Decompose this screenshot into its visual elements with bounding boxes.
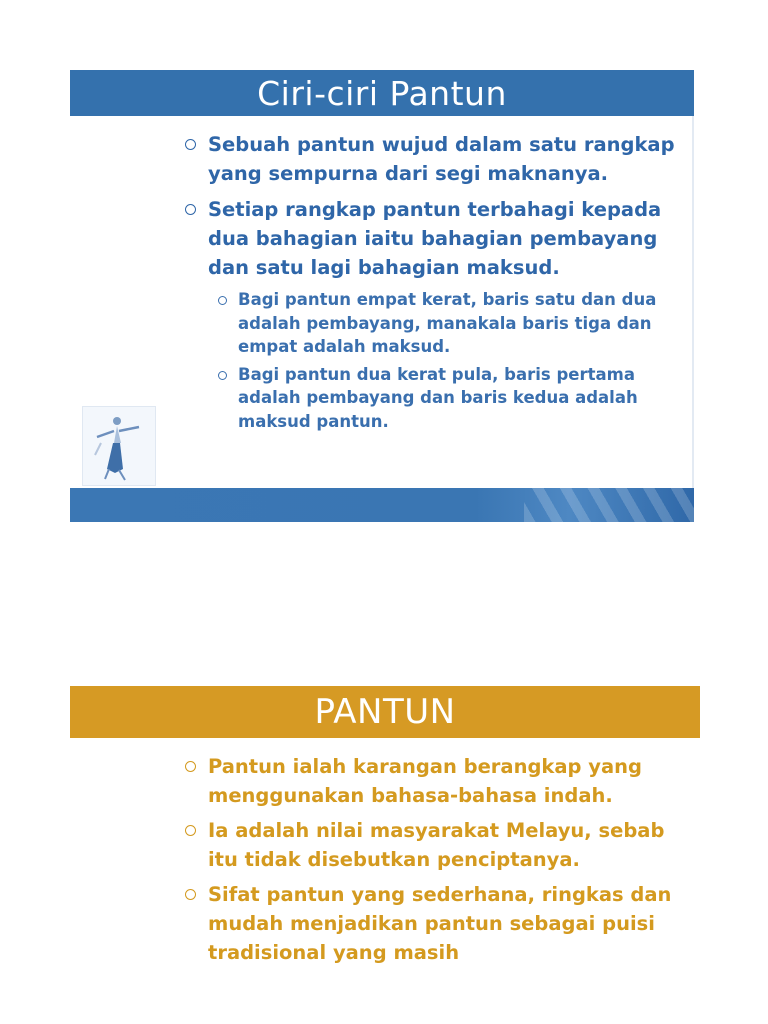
slide-ciri-ciri-pantun <box>70 70 694 522</box>
bullet-item: Sebuah pantun wujud dalam satu rangkap yang sempurna dari segi maknanya. <box>184 130 684 188</box>
sub-bullet-item: Bagi pantun dua kerat pula, baris pertama adalah pembayang dan baris kedua adalah maksud pantun. <box>216 363 684 434</box>
bullet-item: Sifat pantun yang sederhana, ringkas dan mudah menjadikan pantun sebagai puisi tradisional yang masih <box>184 880 684 967</box>
dancer-figure-icon <box>82 406 156 486</box>
slide-edge-divider <box>692 116 694 488</box>
footer-band <box>70 488 694 522</box>
bullet-text: Setiap rangkap pantun terbahagi kepada dua bahagian iaitu bahagian pembayang dan satu lagi bahagian maksud. <box>208 198 662 279</box>
slide-title: PANTUN <box>70 686 700 738</box>
slide-pantun <box>70 686 700 1024</box>
bullet-item: Pantun ialah karangan berangkap yang menggunakan bahasa-bahasa indah. <box>184 752 684 810</box>
bullet-item <box>184 195 684 433</box>
bullet-list <box>184 130 684 440</box>
sub-bullet-list <box>216 288 684 433</box>
sub-bullet-item: Bagi pantun empat kerat, baris satu dan dua adalah pembayang, manakala baris tiga dan empat adalah maksud. <box>216 288 684 359</box>
bullet-list <box>184 752 684 973</box>
slide-title: Ciri-ciri Pantun <box>70 70 694 116</box>
bullet-item: Ia adalah nilai masyarakat Melayu, sebab itu tidak disebutkan penciptanya. <box>184 816 684 874</box>
